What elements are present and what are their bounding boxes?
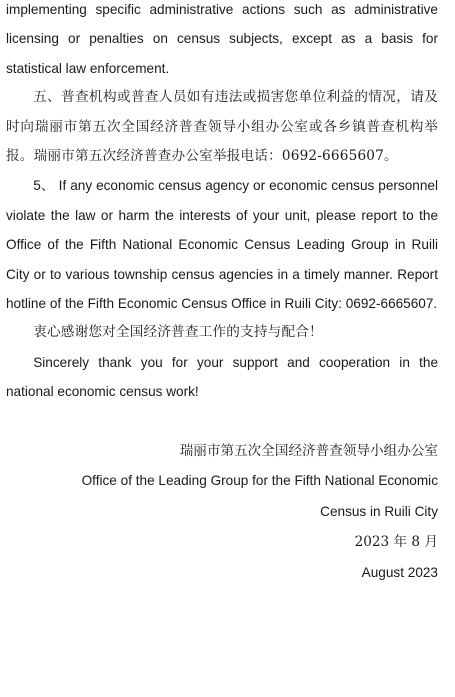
paragraph-thanks-en: Sincerely thank you for your support and cooperation in the national economic census work! — [6, 354, 438, 400]
signature-block — [6, 436, 438, 589]
paragraph-enforcement-en: implementing specific administrative actions such as administrative licensing or penalties on census subjects, except as a basis for statistical law enforcement. — [6, 2, 438, 76]
signature-date-en: August 2023 — [361, 565, 438, 581]
document-page — [6, 0, 438, 589]
signature-date-zh: 2023 年 8 月 — [354, 534, 438, 551]
signature-org-en-line2: Census in Ruili City — [320, 503, 438, 519]
signature-org-en-line1: Office of the Leading Group for the Fifth National Economic — [81, 473, 438, 489]
paragraph-thanks-zh: 衷心感谢您对全国经济普查工作的支持与配合！ — [33, 324, 323, 341]
signature-org-zh: 瑞丽市第五次全国经济普查领导小组办公室 — [179, 442, 438, 459]
paragraph-report-zh: 五、普查机构或普查人员如有违法或损害您单位利益的情况，请及时向瑞丽市第五次全国经济普查领导小组办公室或各乡镇普查机构举报。瑞丽市第五次经济普查办公室举报电话：0692-6665607。 — [6, 89, 438, 165]
paragraph-report-en: 5、 If any economic census agency or economic census personnel violate the law or harm the interests of your unit, please report to the Office of the Fifth National Economic Census Leading Group in Ruili City or to various township census agencies in a timely manner. Report hotline of the Fifth Economic Census Office in Ruili City: 0692-6665607. — [6, 178, 438, 312]
